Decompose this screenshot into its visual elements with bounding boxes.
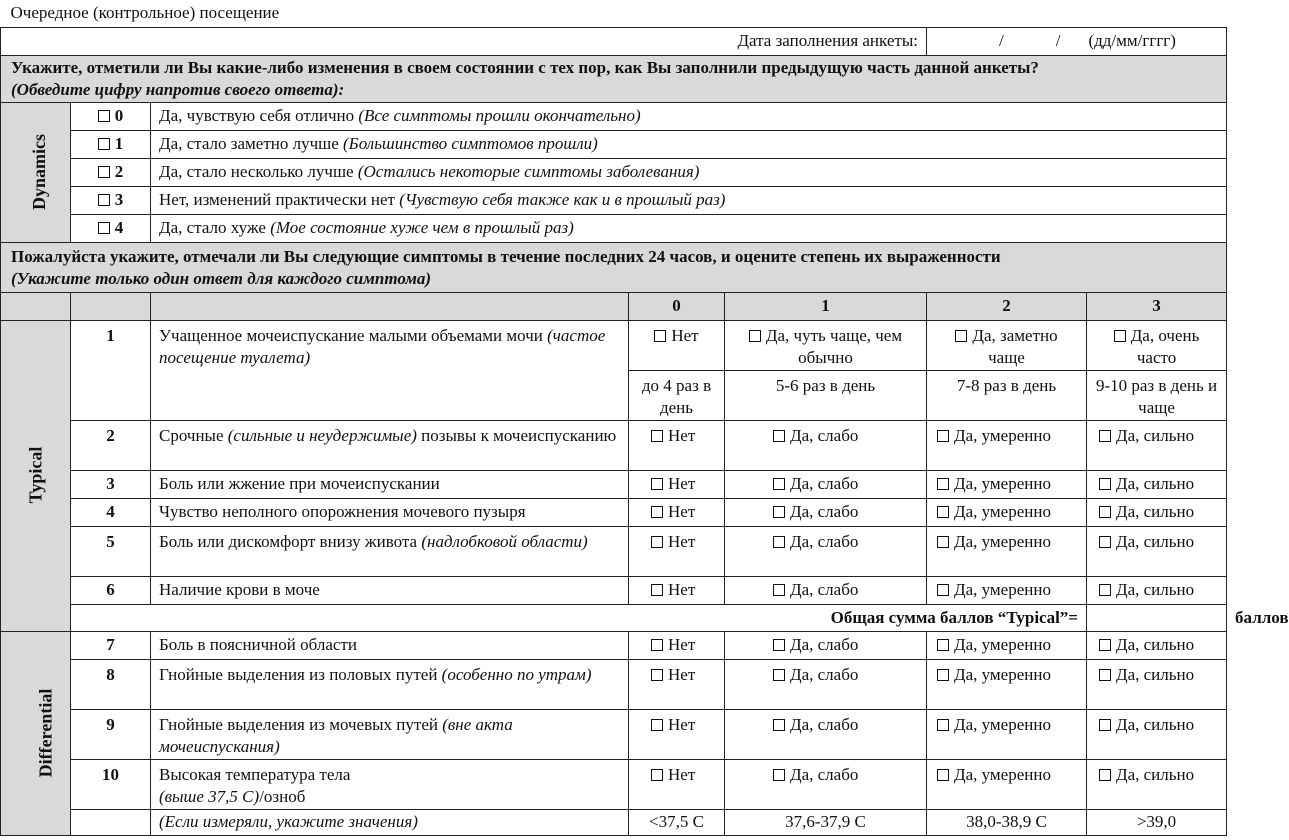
checkbox-icon[interactable] — [1099, 584, 1111, 596]
symptom-5-answer-3[interactable]: Да, сильно — [1087, 526, 1227, 576]
symptom-8-answer-3[interactable]: Да, сильно — [1087, 659, 1227, 709]
dynamics-option-4: Да, стало хуже (Мое состояние хуже чем в прошлый раз) — [151, 214, 1227, 242]
symptom-6-number: 6 — [71, 576, 151, 604]
symptom-3-number: 3 — [71, 470, 151, 498]
dynamics-option-0: Да, чувствую себя отлично (Все симптомы прошли окончательно) — [151, 102, 1227, 130]
symptom-4-answer-0[interactable]: Нет — [629, 498, 725, 526]
dynamics-question — [1, 55, 1227, 102]
symptom-10-answer-3[interactable]: Да, сильно — [1087, 759, 1227, 809]
checkbox-icon[interactable] — [773, 506, 785, 518]
symptom-7-answer-3[interactable]: Да, сильно — [1087, 631, 1227, 659]
temp-value-3: >39,0 — [1087, 809, 1227, 835]
temp-value-1: 37,6-37,9 С — [725, 809, 927, 835]
symptom-1-freq-1: 5-6 раз в день — [725, 370, 927, 420]
score-header-0: 0 — [629, 292, 725, 320]
checkbox-icon[interactable] — [651, 584, 663, 596]
checkbox-icon[interactable] — [651, 506, 663, 518]
dynamics-question-text: Укажите, отметили ли Вы какие-либо изменения в своем состоянии с тех пор, как Вы заполнили предыдущую часть данной анкеты? — [11, 57, 1039, 77]
checkbox-icon[interactable] — [1099, 639, 1111, 651]
symptom-1-answer-0[interactable]: Нет — [629, 320, 725, 370]
checkbox-icon[interactable] — [1099, 430, 1111, 442]
checkbox-icon[interactable] — [1099, 769, 1111, 781]
symptom-6-answer-2[interactable]: Да, умеренно — [927, 576, 1087, 604]
symptom-8-text: Гнойные выделения из половых путей (особенно по утрам) — [151, 659, 629, 709]
checkbox-icon[interactable] — [651, 769, 663, 781]
symptom-2-number: 2 — [71, 420, 151, 470]
checkbox-icon[interactable] — [651, 719, 663, 731]
checkbox-icon[interactable] — [651, 430, 663, 442]
symptom-9-answer-1[interactable]: Да, слабо — [725, 709, 927, 759]
dynamics-option-1-checkbox[interactable]: 1 — [71, 130, 151, 158]
checkbox-icon[interactable] — [937, 584, 949, 596]
checkbox-icon[interactable] — [937, 430, 949, 442]
symptom-3-answer-0[interactable]: Нет — [629, 470, 725, 498]
symptom-4-answer-1[interactable]: Да, слабо — [725, 498, 927, 526]
checkbox-icon[interactable] — [773, 478, 785, 490]
symptom-7-answer-1[interactable]: Да, слабо — [725, 631, 927, 659]
symptom-5-text: Боль или дискомфорт внизу живота (надлобковой области) — [151, 526, 629, 576]
symptoms-question-text: Пожалуйста укажите, отмечали ли Вы следующие симптомы в течение последних 24 часов, и оцените степень их выраженности — [11, 246, 1001, 266]
symptom-1-number: 1 — [71, 320, 151, 420]
checkbox-icon[interactable] — [1114, 330, 1126, 342]
checkbox-icon[interactable] — [773, 584, 785, 596]
checkbox-icon[interactable] — [98, 110, 110, 122]
symptom-10-answer-1[interactable]: Да, слабо — [725, 759, 927, 809]
symptoms-instruction: (Укажите только один ответ для каждого симптома) — [11, 268, 432, 288]
symptom-4-answer-2[interactable]: Да, умеренно — [927, 498, 1087, 526]
dynamics-section-label: Dynamics — [1, 102, 71, 242]
symptom-4-answer-3[interactable]: Да, сильно — [1087, 498, 1227, 526]
symptom-6-answer-3[interactable]: Да, сильно — [1087, 576, 1227, 604]
symptom-2-text: Срочные (сильные и неудержимые) позывы к мочеиспусканию — [151, 420, 629, 470]
checkbox-icon[interactable] — [773, 430, 785, 442]
dynamics-option-0-checkbox[interactable]: 0 — [71, 102, 151, 130]
symptom-10-answer-0[interactable]: Нет — [629, 759, 725, 809]
checkbox-icon[interactable] — [937, 769, 949, 781]
checkbox-icon[interactable] — [98, 194, 110, 206]
symptom-3-answer-3[interactable]: Да, сильно — [1087, 470, 1227, 498]
symptom-4-number: 4 — [71, 498, 151, 526]
checkbox-icon[interactable] — [654, 330, 666, 342]
symptom-8-number: 8 — [71, 659, 151, 709]
header-blank-2 — [71, 292, 151, 320]
symptoms-question — [1, 242, 1227, 292]
symptom-2-answer-1[interactable]: Да, слабо — [725, 420, 927, 470]
date-field[interactable] — [927, 27, 1227, 55]
symptom-1-freq-2: 7-8 раз в день — [927, 370, 1087, 420]
symptom-3-answer-2[interactable]: Да, умеренно — [927, 470, 1087, 498]
checkbox-icon[interactable] — [651, 478, 663, 490]
symptom-5-answer-1[interactable]: Да, слабо — [725, 526, 927, 576]
symptom-6-text: Наличие крови в моче — [151, 576, 629, 604]
symptom-9-number: 9 — [71, 709, 151, 759]
date-label: Дата заполнения анкеты: — [1, 27, 927, 55]
checkbox-icon[interactable] — [773, 536, 785, 548]
dynamics-instruction: (Обведите цифру напротив своего ответа): — [11, 79, 345, 99]
symptom-8-answer-0[interactable]: Нет — [629, 659, 725, 709]
symptom-5-number: 5 — [71, 526, 151, 576]
differential-section-label: Differential — [1, 631, 71, 835]
checkbox-icon[interactable] — [98, 166, 110, 178]
checkbox-icon[interactable] — [651, 536, 663, 548]
dynamics-option-4-checkbox[interactable]: 4 — [71, 214, 151, 242]
dynamics-option-1: Да, стало заметно лучше (Большинство симптомов прошли) — [151, 130, 1227, 158]
dynamics-option-2: Да, стало несколько лучше (Остались некоторые симптомы заболевания) — [151, 158, 1227, 186]
page-title: Очередное (контрольное) посещение — [1, 0, 1227, 27]
symptom-9-text: Гнойные выделения из мочевых путей (вне акта мочеиспускания) — [151, 709, 629, 759]
temp-blank — [71, 809, 151, 835]
symptom-4-text: Чувство неполного опорожнения мочевого пузыря — [151, 498, 629, 526]
symptom-6-answer-0[interactable]: Нет — [629, 576, 725, 604]
score-header-3: 3 — [1087, 292, 1227, 320]
temp-value-2: 38,0-38,9 С — [927, 809, 1087, 835]
typical-section-label: Typical — [1, 320, 71, 631]
checkbox-icon[interactable] — [955, 330, 967, 342]
checkbox-icon[interactable] — [937, 639, 949, 651]
symptom-1-text: Учащенное мочеиспускание малыми объемами мочи (частое посещение туалета) — [151, 320, 629, 420]
symptom-9-answer-0[interactable]: Нет — [629, 709, 725, 759]
checkbox-icon[interactable] — [773, 669, 785, 681]
header-blank-3 — [151, 292, 629, 320]
dynamics-option-3-checkbox[interactable]: 3 — [71, 186, 151, 214]
temp-note: (Если измеряли, укажите значения) — [151, 809, 629, 835]
checkbox-icon[interactable] — [937, 536, 949, 548]
symptom-8-answer-2[interactable]: Да, умеренно — [927, 659, 1087, 709]
checkbox-icon[interactable] — [98, 138, 110, 150]
checkbox-icon[interactable] — [1099, 536, 1111, 548]
symptom-5-answer-0[interactable]: Нет — [629, 526, 725, 576]
symptom-9-answer-2[interactable]: Да, умеренно — [927, 709, 1087, 759]
checkbox-icon[interactable] — [773, 639, 785, 651]
temp-value-0: <37,5 С — [629, 809, 725, 835]
symptom-1-freq-0: до 4 раз в день — [629, 370, 725, 420]
symptom-2-answer-2[interactable]: Да, умеренно — [927, 420, 1087, 470]
dynamics-option-2-checkbox[interactable]: 2 — [71, 158, 151, 186]
symptom-1-answer-3[interactable]: Да, очень часто — [1087, 320, 1227, 370]
checkbox-icon[interactable] — [937, 719, 949, 731]
date-slash-1: / — [999, 31, 1004, 50]
date-format: (дд/мм/гггг) — [1088, 31, 1176, 50]
symptom-9-answer-3[interactable]: Да, сильно — [1087, 709, 1227, 759]
symptom-6-answer-1[interactable]: Да, слабо — [725, 576, 927, 604]
symptom-2-answer-0[interactable]: Нет — [629, 420, 725, 470]
checkbox-icon[interactable] — [937, 478, 949, 490]
checkbox-icon[interactable] — [773, 719, 785, 731]
checkbox-icon[interactable] — [937, 506, 949, 518]
checkbox-icon[interactable] — [749, 330, 761, 342]
checkbox-icon[interactable] — [1099, 669, 1111, 681]
checkbox-icon[interactable] — [651, 669, 663, 681]
symptom-7-answer-0[interactable]: Нет — [629, 631, 725, 659]
checkbox-icon[interactable] — [937, 669, 949, 681]
header-blank-1 — [1, 292, 71, 320]
questionnaire-table: Очередное (контрольное) посещение Дата заполнения анкеты: / / (дд/мм/гггг) Укажите, отметили ли Вы какие-либо изменения в своем состоянии с тех пор, как Вы заполнили предыдущую часть данной анкеты? (Обведите цифру напротив своего ответа): Dynamics 0 Да, чувствую себя отлично (Все симптомы прошли окончательно) 1 Да, стало заметно лучше (Большинство симптомов прошли) 2 Да, стало несколько лучше (Остались некоторые симптомы заболевания) 3 Нет, изменений практически нет (Чувствую себя также как и в прошлый раз) 4 Да, стало хуже (Мое состояние хуже чем в прошлый раз) Пожалуйста укажите, отмечали ли Вы следующие симптомы в течение последних 24 часов, и оцените степень их выраженности (Укажите только один ответ для каждого симптома) 0 1 2 3 Typical 1 Учащенное мочеиспускание малыми объемами мочи (частое посещение туалета) Нет Да, чуть чаще, чем обычно Да, заметно чаще Да, очень часто до 4 раз в день 5-6 раз в день 7-8 раз в день 9-10 раз в день и чаще 2 Срочные (сильные и неудержимые) позывы к мочеиспусканию Нет Да, слабо Да, умеренно Да, сильно 3 Боль или жжение при мочеиспускании Нет Да, слабо Да, умеренно Да, сильно 4 Чувство неполного опорожнения мочевого пузыря Нет Да, слабо Да, умеренно Да, сильно 5 Боль или дискомфорт внизу живота (надлобковой области) Нет Да, слабо Да, умеренно Да, сильно 6 Наличие крови в моче Нет Да, слабо Да, умеренно Да, сильно Общая сумма баллов “Typical”= баллов Differential 7 Боль в поясничной области Нет Да, слабо Да, умеренно Да, сильно 8 Гнойные выделения из половых путей (особенно по утрам) Нет Да, слабо Да, умеренно Да, сильно 9 Гнойные выделения из мочевых путей (вне акта мочеиспускания) Нет Да, слабо Да, умеренно Да, сильно 10 Высокая температура тела (выше 37,5 С)/озноб Нет Да, слабо Да, умеренно Да, сильно (Если измеряли, укажите значения) <37,5 С 37,6-37,9 С 38,0-38,9 С >39,0 — [0, 0, 1227, 836]
symptom-7-text: Боль в поясничной области — [151, 631, 629, 659]
symptom-3-answer-1[interactable]: Да, слабо — [725, 470, 927, 498]
symptom-1-answer-1[interactable]: Да, чуть чаще, чем обычно — [725, 320, 927, 370]
date-slash-2: / — [1055, 31, 1061, 50]
symptom-1-answer-2[interactable]: Да, заметно чаще — [927, 320, 1087, 370]
checkbox-icon[interactable] — [773, 769, 785, 781]
checkbox-icon[interactable] — [1099, 719, 1111, 731]
typical-total-label: Общая сумма баллов “Typical”= — [71, 604, 1087, 631]
symptom-7-number: 7 — [71, 631, 151, 659]
symptom-2-answer-3[interactable]: Да, сильно — [1087, 420, 1227, 470]
symptom-5-answer-2[interactable]: Да, умеренно — [927, 526, 1087, 576]
symptom-10-answer-2[interactable]: Да, умеренно — [927, 759, 1087, 809]
score-header-2: 2 — [927, 292, 1087, 320]
symptom-3-text: Боль или жжение при мочеиспускании — [151, 470, 629, 498]
symptom-1-freq-3: 9-10 раз в день и чаще — [1087, 370, 1227, 420]
checkbox-icon[interactable] — [1099, 478, 1111, 490]
symptom-8-answer-1[interactable]: Да, слабо — [725, 659, 927, 709]
symptom-10-number: 10 — [71, 759, 151, 809]
typical-total-field[interactable] — [1087, 604, 1227, 631]
dynamics-option-3: Нет, изменений практически нет (Чувствую себя также как и в прошлый раз) — [151, 186, 1227, 214]
symptom-7-answer-2[interactable]: Да, умеренно — [927, 631, 1087, 659]
checkbox-icon[interactable] — [1099, 506, 1111, 518]
symptom-10-text: Высокая температура тела (выше 37,5 С)/озноб — [151, 759, 629, 809]
score-header-1: 1 — [725, 292, 927, 320]
checkbox-icon[interactable] — [651, 639, 663, 651]
checkbox-icon[interactable] — [98, 222, 110, 234]
